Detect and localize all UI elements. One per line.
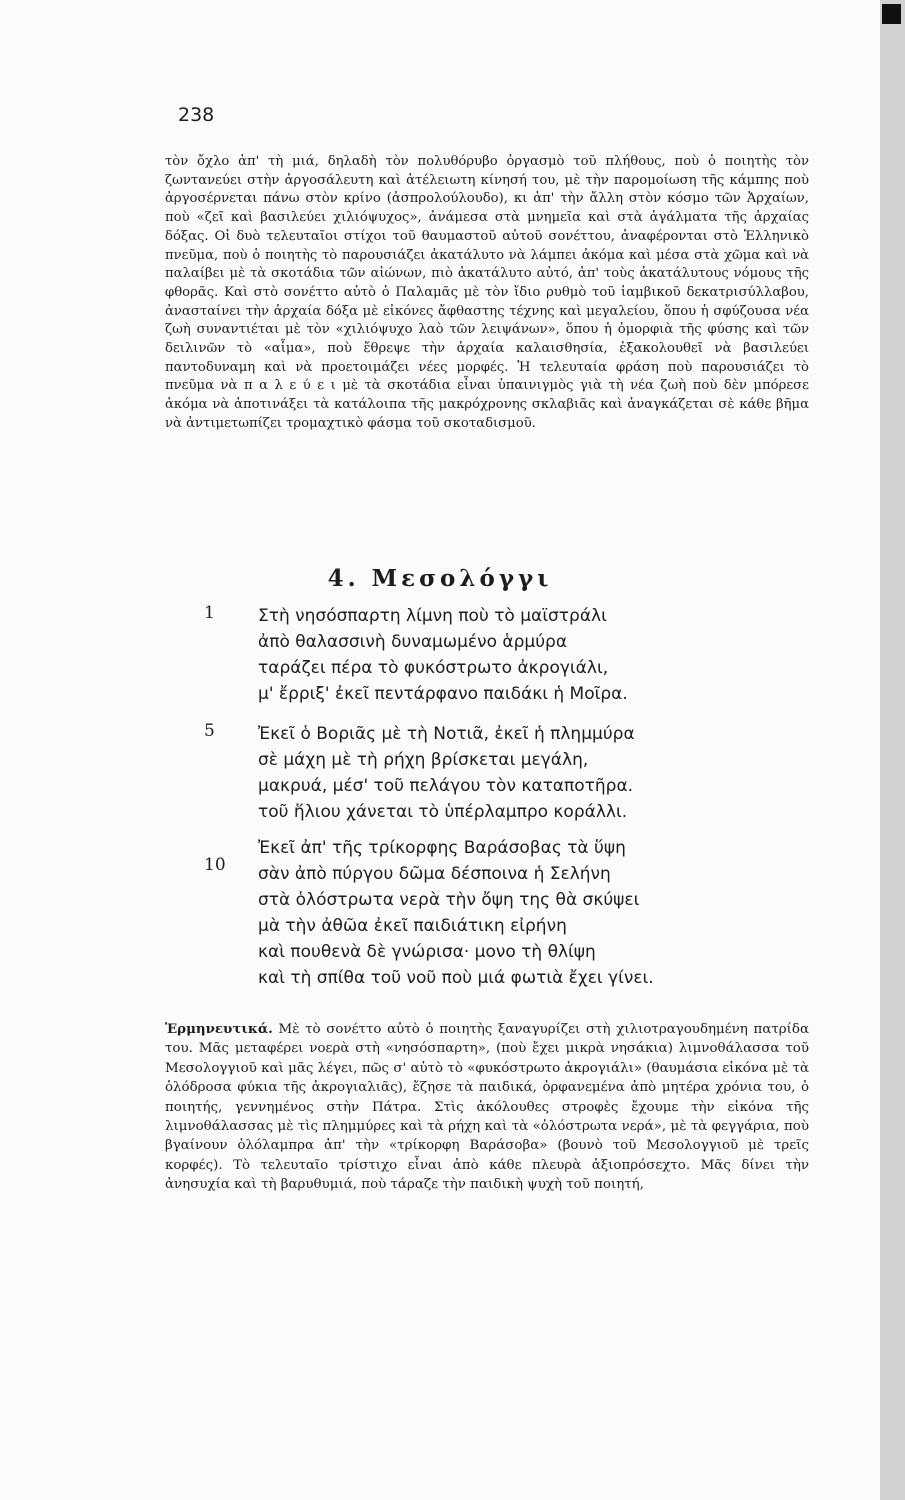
commentary-paragraph-top: τὸν ὄχλο ἀπ' τὴ μιά, δηλαδὴ τὸν πολυθόρυβο ὀργασμὸ τοῦ πλήθους, ποὺ ὁ ποιητὴς τὸν ζωντανεύει στὴν ἀργοσάλευτη καὶ ἀτέλειωτη κίνησή του, μὲ τὴν παρομοίωση τῆς κάμπης ποὺ ἀργοσέρνεται πάνω στὸν κρίνο (ἀσπρολούλουδο), κι ἀπ' τὴν ἄλλη στὸν κόσμο τῶν Ἀρχαίων, ποὺ «ζεῖ καὶ βασιλεύει χιλιόψυχος», ἀνάμεσα στὰ μνημεῖα καὶ στὰ ἀγάλματα τῆς ἀρχαίας δόξας. Οἱ δυὸ τελευταῖοι στίχοι τοῦ θαυμαστοῦ αὐτοῦ σονέττου, ἀναφέρονται στὸ Ἑλληνικὸ πνεῦμα, ποὺ ὁ ποιητὴς τὸ παρουσιάζει ἀκατάλυτο νὰ λάμπει ἀκόμα καὶ μέσα στὰ χῶμα καὶ νὰ παλαίβει μὲ τὰ σκοτάδια τῶν αἰώνων, πιὸ ἀκατάλυτο αὐτό, ἀπ' τοὺς ἀκατάλυτους νόμους τῆς φθορᾶς. Καὶ στὸ σονέττο αὐτὸ ὁ Παλαμᾶς μὲ τὸν ἴδιο ρυθμὸ τοῦ ἰαμβικοῦ δεκατρισύλλαβου, ἀνασταίνει τὴν ἀρχαία δόξα μὲ εἰκόνες ἄφθαστης τέχνης καὶ μεγαλείου, ὅπου ἡ σφύζουσα νέα ζωὴ συναντιέται μὲ τὸν «χιλιόψυχο λαὸ τῶν λειψάνων», ὅπου ἡ ὁμορφιὰ τῆς φύσης καὶ τῶν δειλινῶν τὸ «αἷμα», ποὺ ἔθρεψε τὴν ἀρχαία καλαισθησία, ἐξακολουθεῖ νὰ βασιλεύει παντοδυναμη καὶ νὰ προετοιμάζει νέες μορφές. Ἡ τελευταία φράση ποὺ παρουσιάζει τὸ πνεῦμα νὰ π α λ ε ύ ε ι μὲ τὰ σκοτάδια εἶναι ὑπαινιγμὸς γιὰ τὴ νέα ζωὴ ποὺ δὲν μπόρεσε ἀκόμα νὰ ἀποτινάξει τὰ κατάλοιπα τῆς μακρόχρονης σκλαβιᾶς καὶ ἀναγκάζεται σὲ κάθε βῆμα νὰ ἀντιμετωπίζει τρομαχτικὸ φάσμα τοῦ σκοταδισμοῦ. — [165, 154, 809, 431]
poem-stanza — [258, 835, 818, 913]
commentary-text: Μὲ τὸ σονέττο αὐτὸ ὁ ποιητὴς ξαναγυρίζει στὴ χιλιοτραγουδημένη πατρίδα του. Μᾶς μεταφέρει νοερὰ στὴ «νησόσπαρτη», (ποὺ ἔχει μικρὰ νησάκια) λιμνοθάλασσα τοῦ Μεσολογγιοῦ καὶ μᾶς λέγει, πῶς σ' αὐτὸ τὸ «φυκόστρωτο ἀκρογιάλι» (θαυμάσια εἰκόνα μὲ τὰ ὁλόδροσα φύκια τῆς ἀκρογιαλιᾶς), ἔζησε τὰ παιδικά, ὀρφανεμένα ἀπὸ μητέρα χρόνια του, ὁ ποιητής, γεννημένος στὴν Πάτρα. Στὶς ἀκόλουθες στροφὲς ἔχουμε τὴν εἰκόνα τῆς λιμνοθάλασσας μὲ τὶς πλημμύρες καὶ τὰ ρήχη καὶ τὰ «ὁλόστρωτα νερά», μὲ τὰ φεγγάρια, ποὺ βγαίνουν ὁλόλαμπρα ἀπ' τὴν «τρίκορφη Βαράσοβα» (βουνὸ τοῦ Μεσολογγιοῦ μὲ τρεῖς κορφές). Τὸ τελευταῖο τρίστιχο εἶναι ἀπὸ κάθε πλευρὰ ἀξιοπρόσεχτο. Μᾶς δίνει τὴν ἀνησυχία καὶ τὴ βαρυθυμιά, ποὺ τάραζε τὴν παιδικὴ ψυχὴ τοῦ ποιητή, — [165, 1022, 809, 1193]
poem-line: καὶ πουθενὰ δὲ γνώρισα· μονο τὴ θλίψη — [258, 942, 596, 962]
scan-marker — [882, 4, 901, 24]
poem-line: ἀπὸ θαλασσινὴ δυναμωμένο ἁρμύρα — [258, 632, 568, 652]
poem-line: μὰ τὴν ἀθῶα ἐκεῖ παιδιάτικη εἰρήνη — [258, 916, 567, 936]
line-number: 5 — [204, 721, 215, 741]
poem-line: Στὴ νησόσπαρτη λίμνη ποὺ τὸ μαϊστράλι — [258, 606, 607, 626]
poem-line: μ' ἔρριξ' ἐκεῖ πεντάρφανο παιδάκι ἡ Μοῖρα. — [258, 684, 628, 704]
scan-edge-strip — [880, 0, 905, 1500]
poem-line: Ἐκεῖ ὁ Βοριᾶς μὲ τὴ Νοτιᾶ, ἐκεῖ ἡ πλημμύρα — [258, 724, 635, 744]
line-number: 1 — [204, 603, 215, 623]
section-title: 4. Μεσολόγγι — [327, 565, 553, 592]
poem-line: σὲ μάχη μὲ τὴ ρήχη βρίσκεται μεγάλη, — [258, 750, 589, 770]
poem-stanza — [258, 603, 818, 707]
poem-line: Ἐκεῖ ἀπ' τῆς τρίκορφης Βαράσοβας τὰ ὕψη — [258, 838, 626, 858]
commentary-heading: Ἑρμηνευτικά. — [165, 1021, 273, 1037]
poem-line: σὰν ἀπὸ πύργου δῶμα δέσποινα ἡ Σελήνη — [258, 864, 611, 884]
poem-line: τοῦ ἥλιου χάνεται τὸ ὑπέρλαμπρο κοράλλι. — [258, 802, 628, 822]
poem-stanza — [258, 721, 818, 825]
poem-line: μακρυά, μέσ' τοῦ πελάγου τὸν καταποτῆρα. — [258, 776, 634, 796]
poem-line: καὶ τὴ σπίθα τοῦ νοῦ ποὺ μιά φωτιὰ ἔχει γίνει. — [258, 968, 654, 988]
poem-line: ταράζει πέρα τὸ φυκόστρωτο ἀκρογιάλι, — [258, 658, 609, 678]
poem-stanza — [258, 913, 818, 991]
line-number: 10 — [204, 855, 226, 875]
commentary-paragraph-bottom — [165, 1020, 809, 1195]
page-number: 238 — [178, 104, 215, 126]
poem-line: στὰ ὁλόστρωτα νερὰ τὴν ὄψη της θὰ σκύψει — [258, 890, 640, 910]
